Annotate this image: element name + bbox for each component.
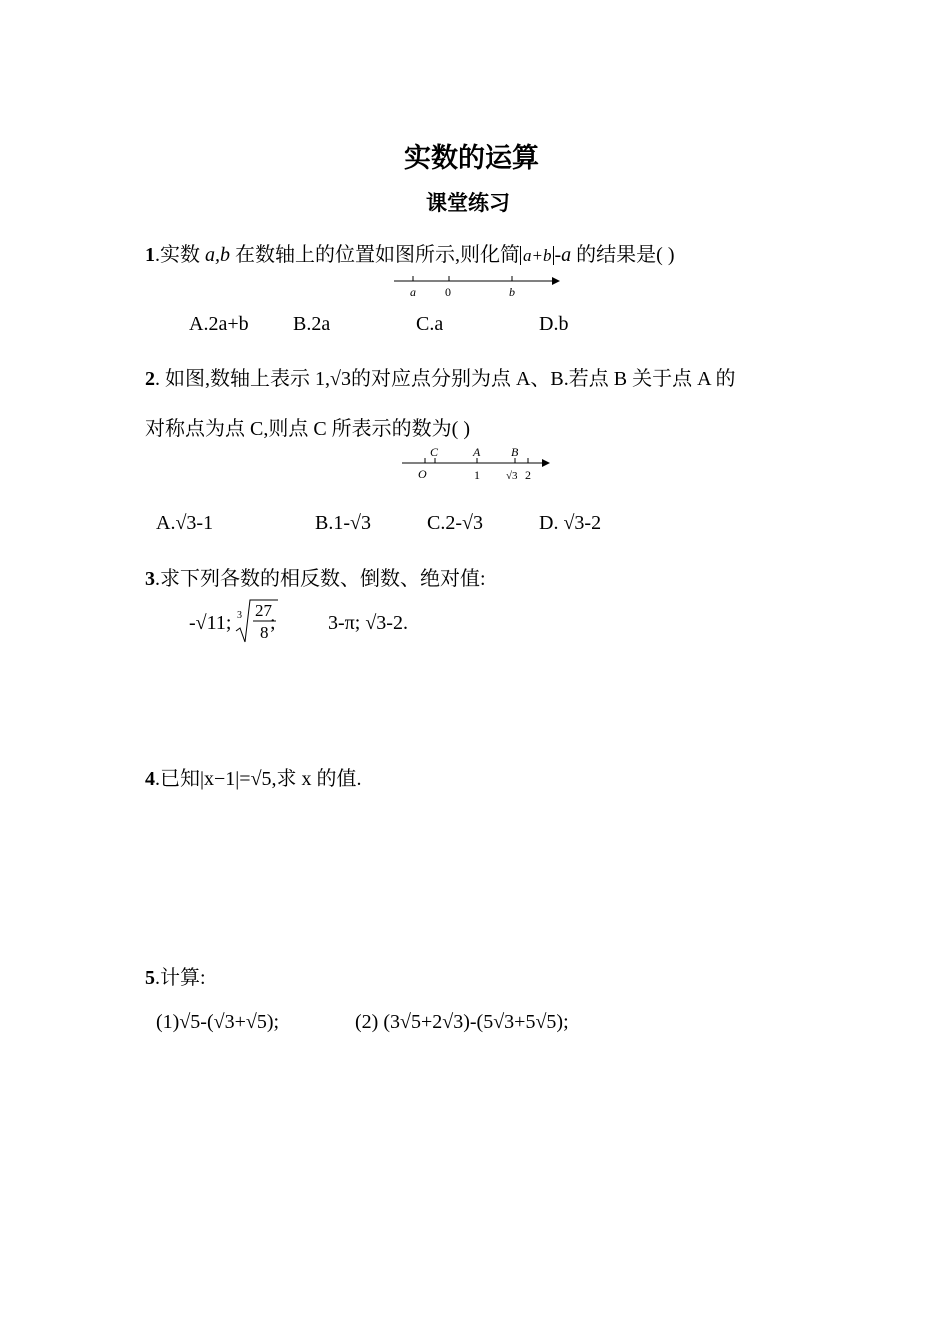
question-5-part-1: (1)√5-(√3+√5); [156,1011,280,1033]
question-number: 5 [145,967,155,989]
section-subtitle: 课堂练习 [426,191,510,215]
question-number: 1 [145,244,155,266]
axis-label-root3: √3 [506,470,518,482]
cube-root-index: 3 [237,610,242,621]
separator: ; [270,612,276,634]
axis-label-zero: 0 [445,285,451,299]
question-2-line-1 [145,362,735,391]
number-line-1 [392,272,562,300]
variable-ab: a,b [205,244,230,266]
question-number: 2 [145,368,155,390]
option-2c: C.2-√3 [427,512,483,534]
question-4 [145,762,362,791]
option-2b: B.1-√3 [315,512,371,534]
question-5-part-2: (2) (3√5+2√3)-(5√3+5√5); [355,1011,569,1033]
fraction-numerator: 27 [255,601,272,620]
axis-label-one: 1 [474,468,480,482]
axis-label-a: a [410,285,416,299]
expression-neg-root11: -√11; [189,612,232,634]
question-1 [145,238,674,267]
axis-label-a: A [473,445,481,459]
question-text: .求下列各数的相反数、倒数、绝对值: [155,568,486,590]
fraction-denominator: 8 [260,623,269,642]
option-1a: A.2a+b [189,313,249,335]
question-text: 的结果是( ) [571,244,675,266]
option-1d: D.b [539,313,569,335]
question-text: .已知|x−1|=√5,求 x 的值. [155,768,362,790]
question-2-line-2: 对称点为点 C,则点 C 所表示的数为( ) [145,418,470,440]
absolute-value: a+b [520,246,554,265]
option-1b: B.2a [293,313,331,335]
question-text: .计算: [155,967,206,989]
question-3 [145,562,486,591]
page-title: 实数的运算 [404,143,539,174]
number-line-2 [398,444,554,484]
question-5 [145,961,206,990]
axis-label-c: C [430,445,439,459]
option-2d: D. √3-2 [539,512,602,534]
axis-label-b: b [509,285,515,299]
question-text: . 如图,数轴上表示 1,√3的对应点分别为点 A、B.若点 B 关于点 A 的 [155,368,736,390]
question-text: .实数 [155,244,205,266]
expression-3-minus-pi: 3-π; √3-2. [328,612,408,634]
cube-root-fraction [234,596,284,646]
question-number: 4 [145,768,155,790]
axis-label-origin: O [418,467,427,481]
option-2a: A.√3-1 [156,512,214,534]
axis-label-two: 2 [525,468,531,482]
axis-label-b: B [511,445,519,459]
question-number: 3 [145,568,155,590]
expression-minus-a: -a [554,244,572,266]
option-1c: C.a [416,313,444,335]
question-text: 在数轴上的位置如图所示,则化简 [230,244,520,266]
